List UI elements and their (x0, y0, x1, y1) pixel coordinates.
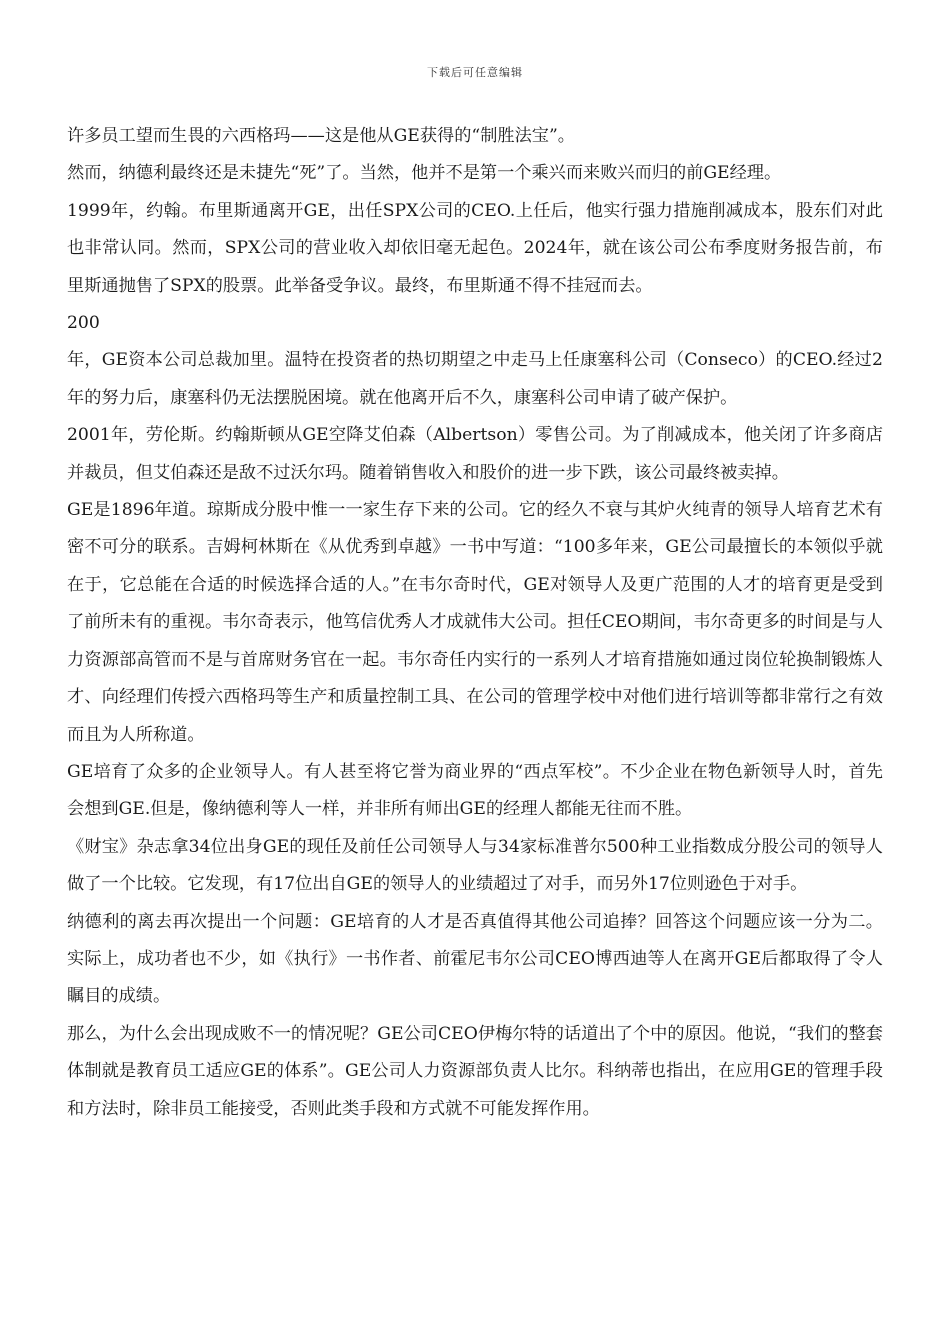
paragraph: 《财宝》杂志拿34位出身GE的现任及前任公司领导人与34家标准普尔500种工业指数成分股公司的领导人做了一个比较。它发现，有17位出自GE的领导人的业绩超过了对手，而另外17位则逊色于对手。 (67, 836, 883, 895)
document-body (67, 118, 883, 1128)
paragraph: 200 (67, 313, 100, 334)
paragraph: 纳德利的离去再次提出一个问题：GE培育的人才是否真值得其他公司追捧？回答这个问题应该一分为二。实际上，成功者也不少，如《执行》一书作者、前霍尼韦尔公司CEO博西迪等人在离开GE后都取得了令人瞩目的成绩。 (67, 911, 883, 1007)
paragraph: 那么，为什么会出现成败不一的情况呢？GE公司CEO伊梅尔特的话道出了个中的原因。他说，“我们的整套体制就是教育员工适应GE的体系”。GE公司人力资源部负责人比尔。科纳蒂也指出，在应用GE的管理手段和方法时，除非员工能接受，否则此类手段和方式就不可能发挥作用。 (67, 1023, 883, 1119)
paragraph: GE是1896年道。琼斯成分股中惟一一家生存下来的公司。它的经久不衰与其炉火纯青的领导人培育艺术有密不可分的联系。吉姆柯林斯在《从优秀到卓越》一书中写道：“100多年来，GE公司最擅长的本领似乎就在于，它总能在合适的时候选择合适的人。”在韦尔奇时代，GE对领导人及更广范围的人才的培育更是受到了前所未有的重视。韦尔奇表示，他笃信优秀人才成就伟大公司。担任CEO期间，韦尔奇更多的时间是与人力资源部高管而不是与首席财务官在一起。韦尔奇任内实行的一系列人才培育措施如通过岗位轮换制锻炼人才、向经理们传授六西格玛等生产和质量控制工具、在公司的管理学校中对他们进行培训等都非常行之有效而且为人所称道。 (67, 500, 883, 745)
paragraph: 年，GE资本公司总裁加里。温特在投资者的热切期望之中走马上任康塞科公司（Conseco）的CEO.经过2年的努力后，康塞科仍无法摆脱困境。就在他离开后不久，康塞科公司申请了破产保护。 (67, 350, 883, 408)
paragraph: 然而，纳德利最终还是未捷先“死”了。当然，他并不是第一个乘兴而来败兴而归的前GE经理。 (67, 163, 782, 184)
paragraph: 2001年，劳伦斯。约翰斯顿从GE空降艾伯森（Albertson）零售公司。为了削减成本，他关闭了许多商店并裁员，但艾伯森还是敌不过沃尔玛。随着销售收入和股价的进一步下跌，该公司最终被卖掉。 (67, 425, 883, 483)
paragraph: 1999年，约翰。布里斯通离开GE，出任SPX公司的CEO.上任后，他实行强力措施削减成本，股东们对此也非常认同。然而，SPX公司的营业收入却依旧毫无起色。2024年，就在该公司公布季度财务报告前，布里斯通抛售了SPX的股票。此举备受争议。最终，布里斯通不得不挂冠而去。 (67, 200, 883, 296)
paragraph: GE培育了众多的企业领导人。有人甚至将它誉为商业界的“西点军校”。不少企业在物色新领导人时，首先会想到GE.但是，像纳德利等人一样，并非所有师出GE的经理人都能无往而不胜。 (67, 761, 883, 820)
paragraph: 许多员工望而生畏的六西格玛——这是他从GE获得的“制胜法宝”。 (67, 126, 575, 146)
page-header: 下载后可任意编辑 (427, 66, 523, 79)
